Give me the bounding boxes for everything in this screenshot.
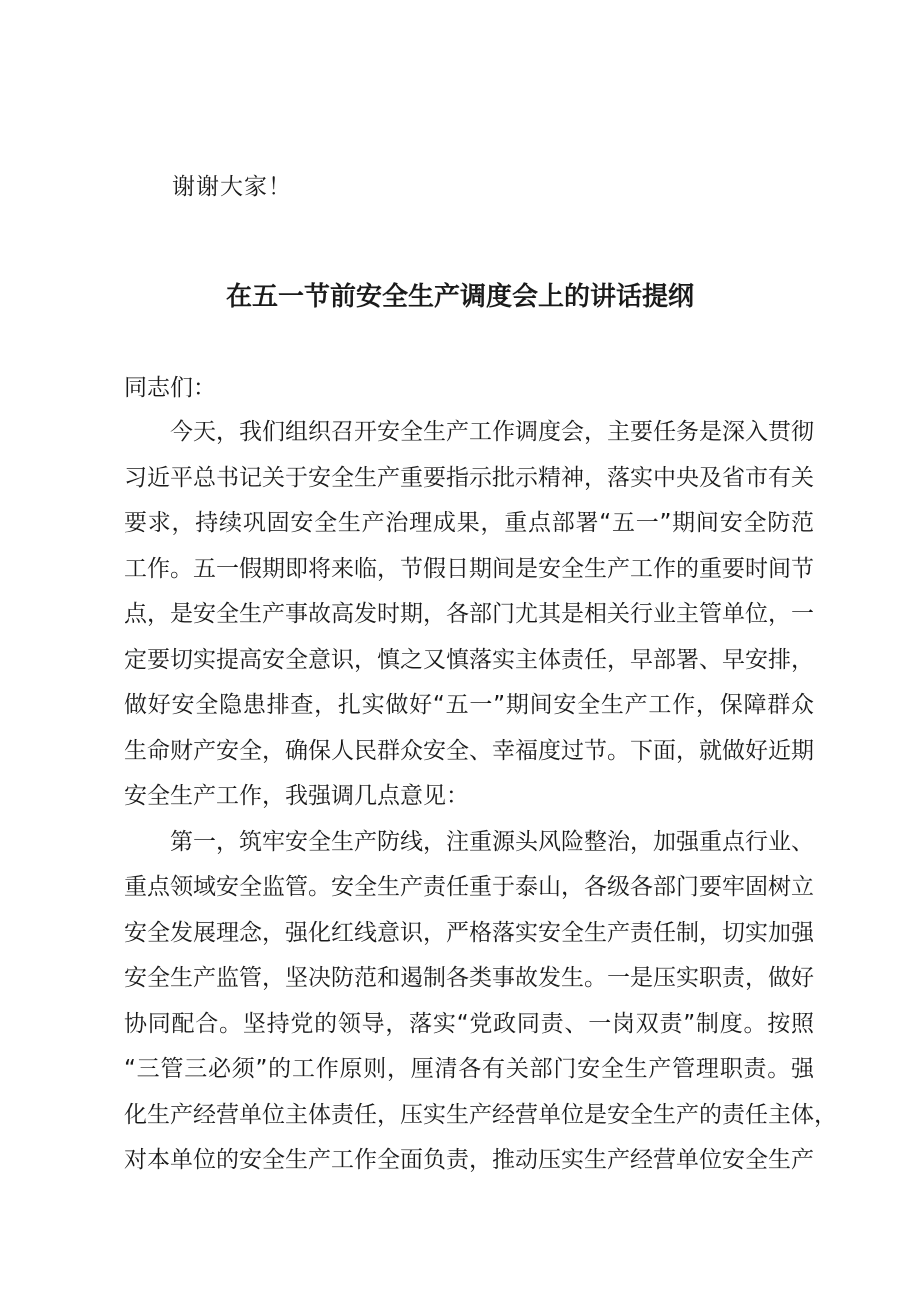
text-line: 协同配合。坚持党的领导，落实“党政同责、一岗双责”制度。按照 xyxy=(124,1010,814,1037)
text-line: 点，是安全生产事故高发时期，各部门尤其是相关行业主管单位，一 xyxy=(124,601,814,627)
text-line: 习近平总书记关于安全生产重要指示批示精神，落实中央及省市有关 xyxy=(124,464,814,491)
text-line: 对本单位的安全生产工作全面负责，推动压实生产经营单位安全生产 xyxy=(124,1147,814,1173)
text-line: 化生产经营单位主体责任，压实生产经营单位是安全生产的责任主体， xyxy=(124,1101,837,1128)
speech-title: 在五一节前安全生产调度会上的讲话提纲 xyxy=(225,282,694,312)
text-line: 安全发展理念，强化红线意识，严格落实安全生产责任制，切实加强 xyxy=(124,919,814,946)
text-line: 做好安全隐患排查，扎实做好“五一”期间安全生产工作，保障群众 xyxy=(124,692,814,718)
text-line: 要求，持续巩固安全生产治理成果，重点部署“五一”期间安全防范 xyxy=(124,510,814,536)
text-line: 安全生产工作，我强调几点意见： xyxy=(124,783,469,809)
text-line: 重点领域安全监管。安全生产责任重于泰山，各级各部门要牢固树立 xyxy=(124,874,814,900)
text-line: “三管三必须”的工作原则，厘清各有关部门安全生产管理职责。强 xyxy=(124,1056,814,1082)
salutation: 同志们： xyxy=(124,375,216,401)
text-line: 安全生产监管，坚决防范和遏制各类事故发生。一是压实职责，做好 xyxy=(124,965,814,991)
closing-remark: 谢谢大家！ xyxy=(172,174,292,200)
text-line: 今天，我们组织召开安全生产工作调度会，主要任务是深入贯彻 xyxy=(170,419,814,445)
speech-body xyxy=(124,410,837,1184)
text-line: 定要切实提高安全意识，慎之又慎落实主体责任，早部署、早安排， xyxy=(124,646,814,673)
text-line: 第一，筑牢安全生产防线，注重源头风险整治，加强重点行业、 xyxy=(170,828,814,855)
text-line: 生命财产安全，确保人民群众安全、幸福度过节。下面，就做好近期 xyxy=(124,737,814,764)
text-line: 工作。五一假期即将来临，节假日期间是安全生产工作的重要时间节 xyxy=(124,555,814,582)
